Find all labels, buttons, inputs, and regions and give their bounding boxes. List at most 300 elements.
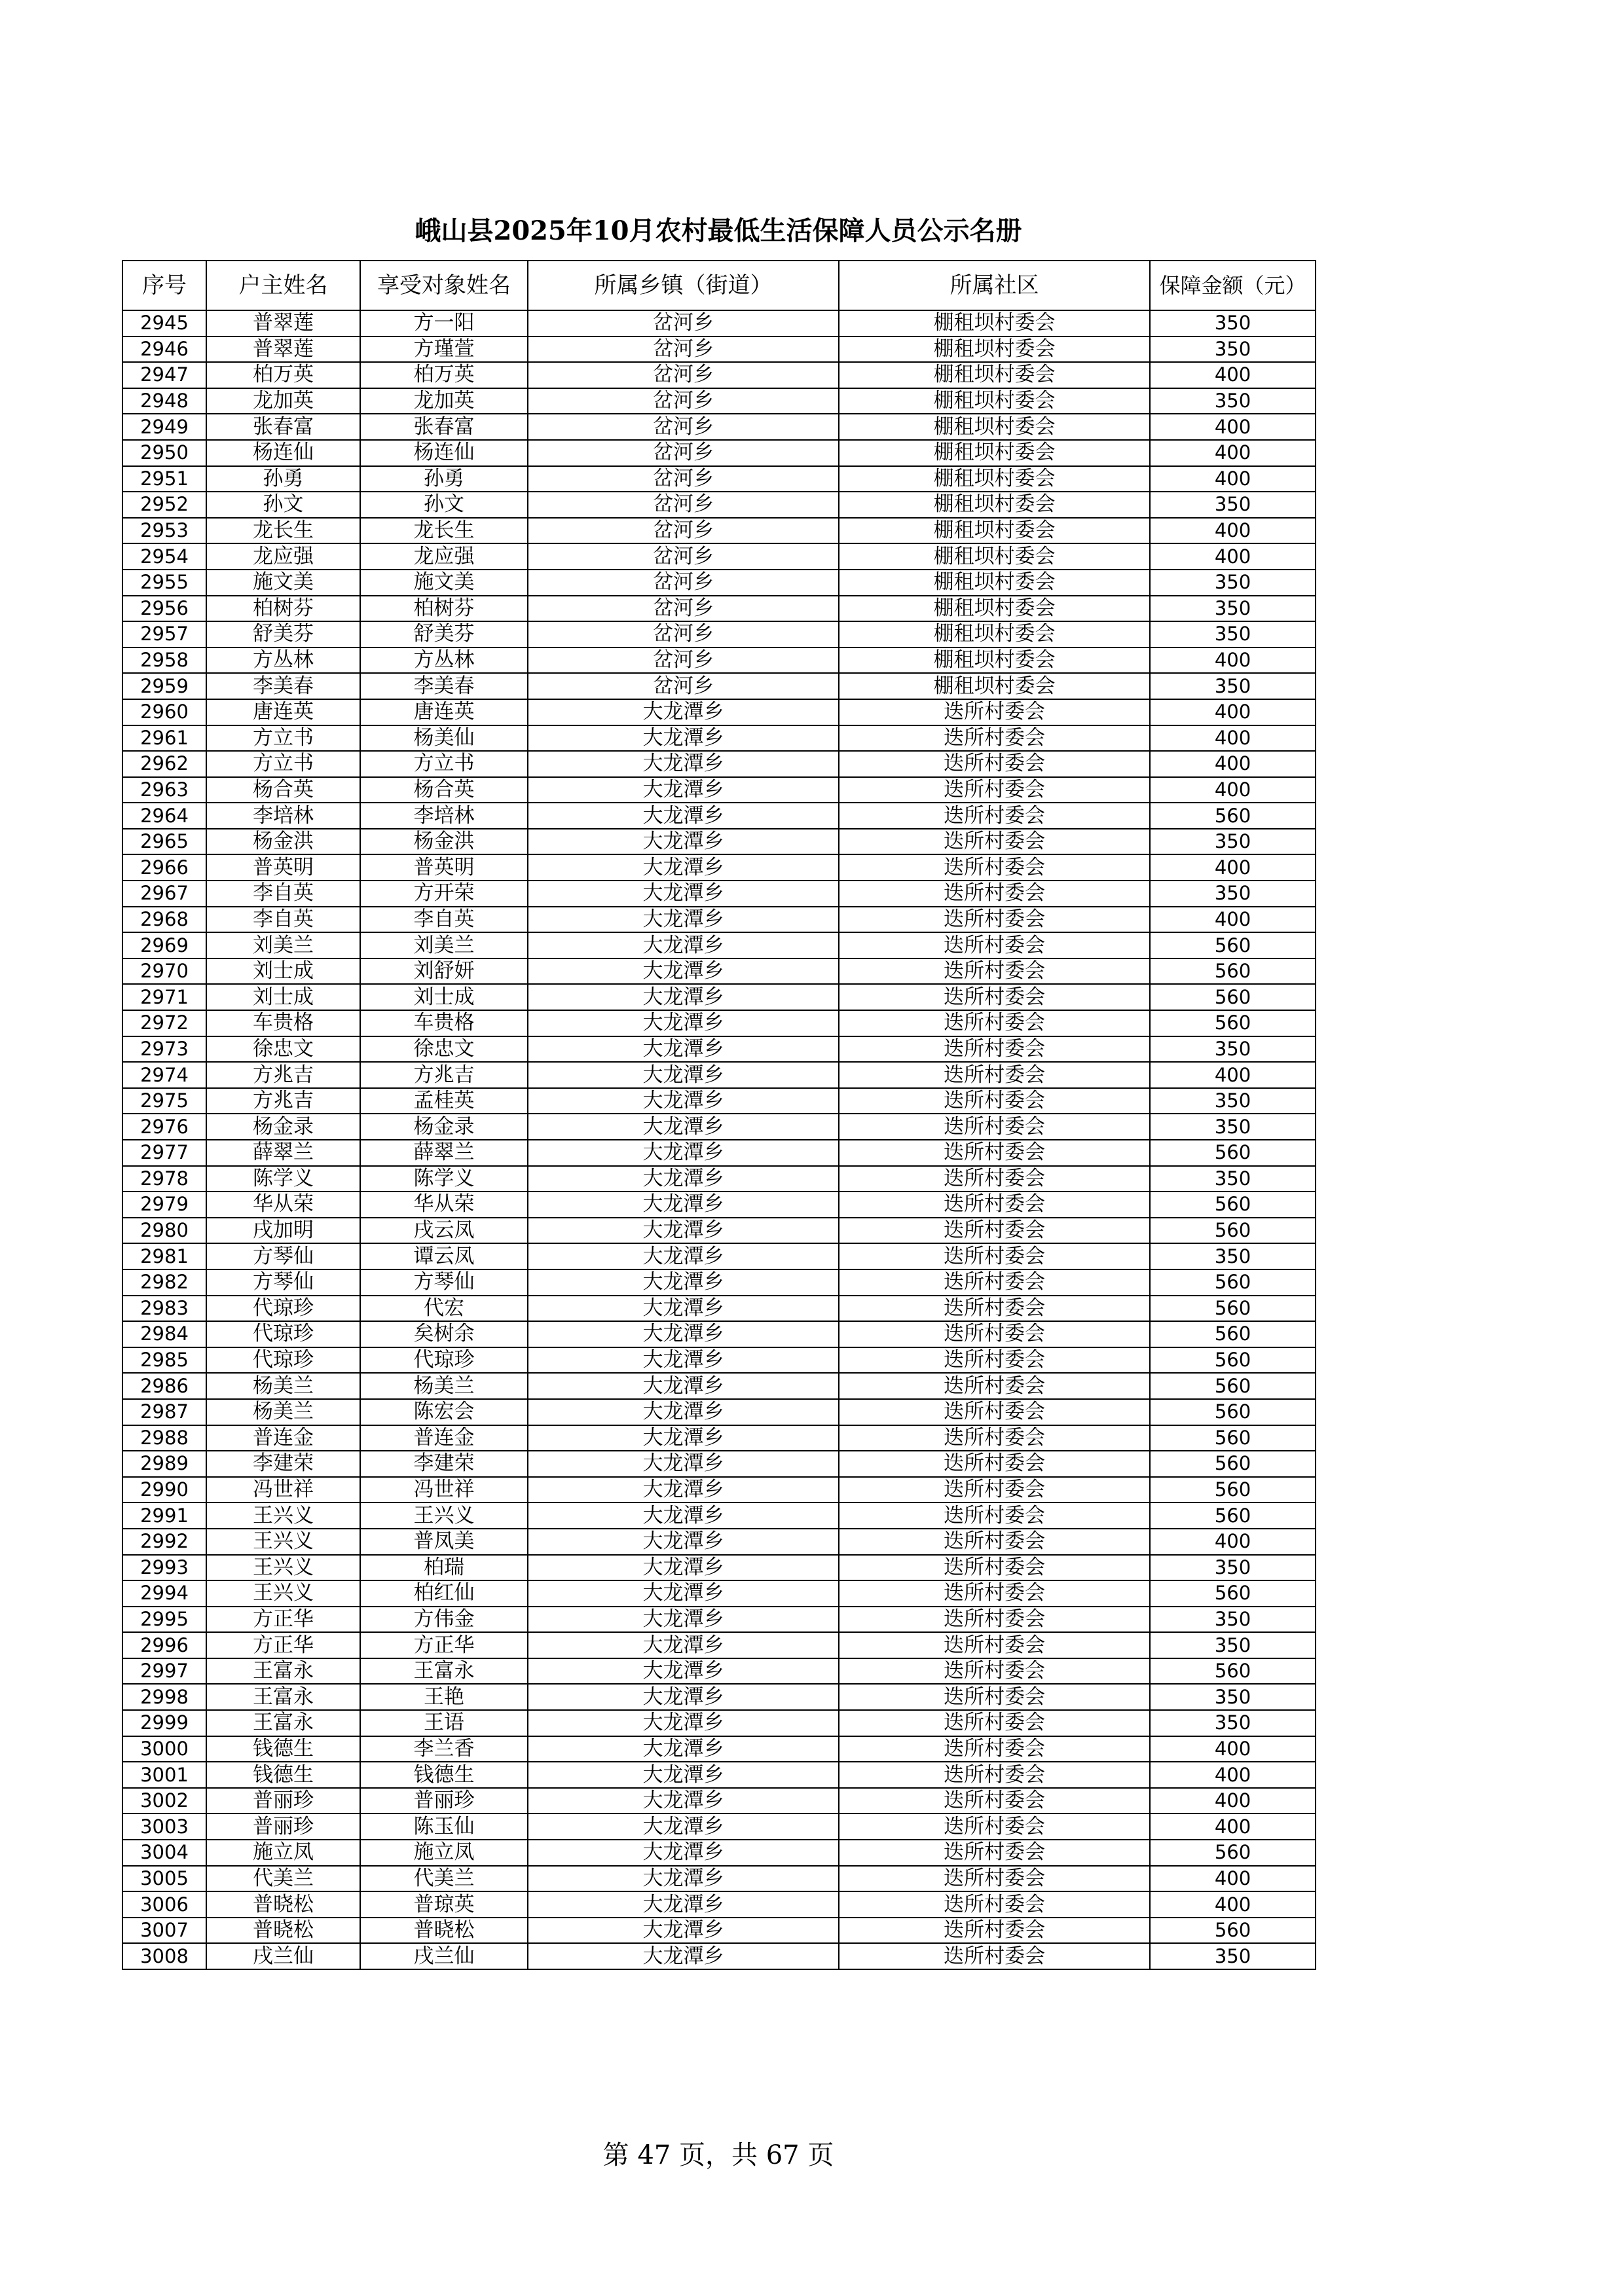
cell-seq: 2995	[122, 1607, 206, 1633]
cell-household-head: 普连金	[206, 1425, 360, 1451]
cell-beneficiary: 徐忠文	[360, 1036, 528, 1063]
cell-household-head: 刘美兰	[206, 932, 360, 958]
cell-township: 大龙潭乡	[528, 1891, 839, 1918]
cell-seq: 2948	[122, 388, 206, 414]
cell-seq: 2978	[122, 1166, 206, 1192]
cell-township: 岔河乡	[528, 570, 839, 596]
table-row	[122, 647, 1316, 674]
cell-household-head: 代琼珍	[206, 1347, 360, 1374]
table-row	[122, 1088, 1316, 1114]
cell-amount: 350	[1150, 1243, 1316, 1269]
cell-amount: 400	[1150, 414, 1316, 440]
cell-community: 迭所村委会	[839, 1866, 1150, 1892]
cell-amount: 350	[1150, 310, 1316, 337]
cell-beneficiary: 龙长生	[360, 518, 528, 544]
cell-beneficiary: 冯世祥	[360, 1477, 528, 1503]
cell-seq: 3007	[122, 1918, 206, 1944]
cell-beneficiary: 陈玉仙	[360, 1813, 528, 1840]
cell-seq: 2976	[122, 1114, 206, 1140]
cell-beneficiary: 孙勇	[360, 466, 528, 492]
cell-township: 岔河乡	[528, 414, 839, 440]
table-row	[122, 1010, 1316, 1036]
cell-amount: 400	[1150, 543, 1316, 570]
table-row	[122, 1607, 1316, 1633]
cell-seq: 2950	[122, 440, 206, 466]
table-row	[122, 1736, 1316, 1762]
cell-community: 迭所村委会	[839, 1788, 1150, 1814]
cell-beneficiary: 杨金洪	[360, 829, 528, 855]
table-row	[122, 1813, 1316, 1840]
cell-amount: 400	[1150, 725, 1316, 752]
cell-community: 迭所村委会	[839, 1010, 1150, 1036]
cell-seq: 2993	[122, 1555, 206, 1581]
cell-seq: 2982	[122, 1269, 206, 1296]
cell-beneficiary: 杨美仙	[360, 725, 528, 752]
cell-amount: 560	[1150, 1451, 1316, 1477]
table-row	[122, 1762, 1316, 1788]
cell-household-head: 钱德生	[206, 1762, 360, 1788]
cell-amount: 350	[1150, 337, 1316, 363]
header-amount: 保障金额（元）	[1150, 261, 1316, 310]
cell-township: 大龙潭乡	[528, 907, 839, 933]
cell-community: 迭所村委会	[839, 1840, 1150, 1866]
cell-community: 迭所村委会	[839, 803, 1150, 829]
cell-beneficiary: 龙应强	[360, 543, 528, 570]
cell-household-head: 徐忠文	[206, 1036, 360, 1063]
table-row	[122, 1321, 1316, 1347]
cell-household-head: 舒美芬	[206, 621, 360, 647]
cell-amount: 350	[1150, 1684, 1316, 1710]
cell-township: 岔河乡	[528, 673, 839, 699]
table-row	[122, 1684, 1316, 1710]
cell-amount: 400	[1150, 1736, 1316, 1762]
cell-township: 岔河乡	[528, 362, 839, 388]
cell-beneficiary: 车贵格	[360, 1010, 528, 1036]
cell-beneficiary: 陈学义	[360, 1166, 528, 1192]
cell-amount: 350	[1150, 596, 1316, 622]
cell-township: 大龙潭乡	[528, 932, 839, 958]
cell-community: 棚租坝村委会	[839, 673, 1150, 699]
cell-seq: 2945	[122, 310, 206, 337]
cell-seq: 3006	[122, 1891, 206, 1918]
cell-household-head: 孙勇	[206, 466, 360, 492]
cell-household-head: 方正华	[206, 1632, 360, 1658]
cell-amount: 400	[1150, 362, 1316, 388]
table-row	[122, 1166, 1316, 1192]
cell-seq: 3002	[122, 1788, 206, 1814]
table-row	[122, 1658, 1316, 1685]
cell-township: 大龙潭乡	[528, 777, 839, 803]
cell-community: 迭所村委会	[839, 1036, 1150, 1063]
table-row	[122, 1114, 1316, 1140]
cell-seq: 2957	[122, 621, 206, 647]
cell-amount: 350	[1150, 1607, 1316, 1633]
cell-township: 大龙潭乡	[528, 1010, 839, 1036]
cell-amount: 560	[1150, 1373, 1316, 1399]
cell-amount: 560	[1150, 1192, 1316, 1218]
table-row	[122, 596, 1316, 622]
cell-seq: 2956	[122, 596, 206, 622]
cell-beneficiary: 方开荣	[360, 881, 528, 907]
cell-community: 迭所村委会	[839, 1943, 1150, 1969]
cell-household-head: 柏树芬	[206, 596, 360, 622]
table-row	[122, 518, 1316, 544]
cell-amount: 350	[1150, 829, 1316, 855]
cell-household-head: 施文美	[206, 570, 360, 596]
page-title: 峨山县2025年10月农村最低生活保障人员公示名册	[415, 215, 1022, 246]
table-row	[122, 1943, 1316, 1969]
cell-household-head: 李自英	[206, 881, 360, 907]
cell-beneficiary: 方兆吉	[360, 1062, 528, 1088]
cell-beneficiary: 陈宏会	[360, 1399, 528, 1425]
cell-household-head: 李建荣	[206, 1451, 360, 1477]
cell-community: 迭所村委会	[839, 1451, 1150, 1477]
table-row	[122, 1425, 1316, 1451]
cell-household-head: 杨合英	[206, 777, 360, 803]
cell-household-head: 李培林	[206, 803, 360, 829]
cell-township: 大龙潭乡	[528, 829, 839, 855]
cell-seq: 3003	[122, 1813, 206, 1840]
cell-amount: 400	[1150, 751, 1316, 777]
table-row	[122, 1399, 1316, 1425]
cell-township: 大龙潭乡	[528, 1269, 839, 1296]
cell-amount: 560	[1150, 1321, 1316, 1347]
cell-amount: 560	[1150, 984, 1316, 1010]
cell-township: 大龙潭乡	[528, 1607, 839, 1633]
header-household-head: 户主姓名	[206, 261, 360, 310]
cell-community: 迭所村委会	[839, 1555, 1150, 1581]
cell-beneficiary: 方一阳	[360, 310, 528, 337]
cell-beneficiary: 代宏	[360, 1296, 528, 1322]
cell-seq: 2975	[122, 1088, 206, 1114]
cell-beneficiary: 代美兰	[360, 1866, 528, 1892]
cell-household-head: 方正华	[206, 1607, 360, 1633]
cell-township: 大龙潭乡	[528, 958, 839, 985]
cell-household-head: 施立凤	[206, 1840, 360, 1866]
cell-household-head: 张春富	[206, 414, 360, 440]
cell-beneficiary: 杨美兰	[360, 1373, 528, 1399]
cell-township: 大龙潭乡	[528, 1813, 839, 1840]
table-row	[122, 1218, 1316, 1244]
cell-community: 迭所村委会	[839, 1736, 1150, 1762]
cell-seq: 2958	[122, 647, 206, 674]
cell-beneficiary: 施立凤	[360, 1840, 528, 1866]
cell-beneficiary: 普晓松	[360, 1918, 528, 1944]
cell-community: 迭所村委会	[839, 1918, 1150, 1944]
cell-township: 大龙潭乡	[528, 1036, 839, 1063]
cell-seq: 2966	[122, 854, 206, 881]
cell-amount: 560	[1150, 1218, 1316, 1244]
cell-amount: 400	[1150, 1866, 1316, 1892]
cell-seq: 2968	[122, 907, 206, 933]
cell-beneficiary: 戌兰仙	[360, 1943, 528, 1969]
cell-community: 迭所村委会	[839, 1710, 1150, 1736]
cell-township: 大龙潭乡	[528, 1088, 839, 1114]
table-row	[122, 1477, 1316, 1503]
cell-township: 大龙潭乡	[528, 1918, 839, 1944]
table-row	[122, 1269, 1316, 1296]
cell-seq: 2998	[122, 1684, 206, 1710]
table-row	[122, 829, 1316, 855]
cell-community: 迭所村委会	[839, 1632, 1150, 1658]
table-row	[122, 907, 1316, 933]
cell-household-head: 戌加明	[206, 1218, 360, 1244]
table-row	[122, 1373, 1316, 1399]
cell-township: 大龙潭乡	[528, 1762, 839, 1788]
cell-seq: 2947	[122, 362, 206, 388]
cell-community: 棚租坝村委会	[839, 466, 1150, 492]
cell-amount: 400	[1150, 1788, 1316, 1814]
cell-seq: 2969	[122, 932, 206, 958]
cell-township: 岔河乡	[528, 621, 839, 647]
cell-township: 岔河乡	[528, 388, 839, 414]
cell-amount: 560	[1150, 932, 1316, 958]
cell-township: 大龙潭乡	[528, 1166, 839, 1192]
table-row	[122, 440, 1316, 466]
cell-beneficiary: 方丛林	[360, 647, 528, 674]
table-row	[122, 570, 1316, 596]
cell-amount: 560	[1150, 958, 1316, 985]
table-row	[122, 1555, 1316, 1581]
table-row	[122, 414, 1316, 440]
cell-household-head: 方兆吉	[206, 1062, 360, 1088]
cell-household-head: 方琴仙	[206, 1269, 360, 1296]
cell-township: 大龙潭乡	[528, 725, 839, 752]
cell-beneficiary: 孟桂英	[360, 1088, 528, 1114]
table-row	[122, 1062, 1316, 1088]
cell-seq: 2980	[122, 1218, 206, 1244]
cell-community: 迭所村委会	[839, 1399, 1150, 1425]
cell-seq: 2951	[122, 466, 206, 492]
cell-beneficiary: 谭云凤	[360, 1243, 528, 1269]
cell-beneficiary: 薛翠兰	[360, 1140, 528, 1166]
cell-community: 迭所村委会	[839, 907, 1150, 933]
cell-township: 岔河乡	[528, 337, 839, 363]
cell-community: 棚租坝村委会	[839, 388, 1150, 414]
cell-township: 岔河乡	[528, 647, 839, 674]
cell-household-head: 龙加英	[206, 388, 360, 414]
cell-seq: 3001	[122, 1762, 206, 1788]
table-row	[122, 803, 1316, 829]
table-row	[122, 777, 1316, 803]
cell-township: 大龙潭乡	[528, 803, 839, 829]
cell-township: 大龙潭乡	[528, 1218, 839, 1244]
table-row	[122, 751, 1316, 777]
table-row	[122, 881, 1316, 907]
cell-household-head: 车贵格	[206, 1010, 360, 1036]
cell-household-head: 王富永	[206, 1684, 360, 1710]
cell-township: 大龙潭乡	[528, 1632, 839, 1658]
cell-beneficiary: 李兰香	[360, 1736, 528, 1762]
cell-township: 大龙潭乡	[528, 1529, 839, 1555]
cell-beneficiary: 李建荣	[360, 1451, 528, 1477]
cell-community: 迭所村委会	[839, 1062, 1150, 1088]
cell-amount: 400	[1150, 466, 1316, 492]
cell-beneficiary: 方立书	[360, 751, 528, 777]
cell-community: 迭所村委会	[839, 725, 1150, 752]
cell-community: 迭所村委会	[839, 854, 1150, 881]
cell-township: 大龙潭乡	[528, 1373, 839, 1399]
cell-household-head: 刘士成	[206, 958, 360, 985]
cell-beneficiary: 普丽珍	[360, 1788, 528, 1814]
cell-township: 大龙潭乡	[528, 1710, 839, 1736]
cell-seq: 2986	[122, 1373, 206, 1399]
cell-township: 岔河乡	[528, 596, 839, 622]
cell-amount: 560	[1150, 1347, 1316, 1374]
cell-township: 岔河乡	[528, 492, 839, 518]
table-row	[122, 1840, 1316, 1866]
cell-township: 大龙潭乡	[528, 854, 839, 881]
cell-seq: 2981	[122, 1243, 206, 1269]
cell-community: 迭所村委会	[839, 958, 1150, 985]
cell-seq: 2954	[122, 543, 206, 570]
cell-amount: 400	[1150, 1813, 1316, 1840]
cell-community: 棚租坝村委会	[839, 518, 1150, 544]
cell-amount: 560	[1150, 803, 1316, 829]
cell-beneficiary: 华从荣	[360, 1192, 528, 1218]
cell-amount: 560	[1150, 1477, 1316, 1503]
cell-household-head: 杨金洪	[206, 829, 360, 855]
cell-seq: 2991	[122, 1503, 206, 1529]
cell-beneficiary: 王富永	[360, 1658, 528, 1685]
cell-household-head: 方立书	[206, 751, 360, 777]
cell-household-head: 王兴义	[206, 1580, 360, 1607]
cell-seq: 2997	[122, 1658, 206, 1685]
cell-amount: 350	[1150, 1632, 1316, 1658]
cell-amount: 350	[1150, 1943, 1316, 1969]
cell-household-head: 王兴义	[206, 1555, 360, 1581]
cell-township: 大龙潭乡	[528, 1684, 839, 1710]
table-row	[122, 1140, 1316, 1166]
cell-township: 大龙潭乡	[528, 1555, 839, 1581]
cell-seq: 2964	[122, 803, 206, 829]
cell-community: 迭所村委会	[839, 1529, 1150, 1555]
cell-seq: 2959	[122, 673, 206, 699]
cell-beneficiary: 龙加英	[360, 388, 528, 414]
cell-household-head: 代琼珍	[206, 1296, 360, 1322]
cell-community: 棚租坝村委会	[839, 440, 1150, 466]
cell-community: 棚租坝村委会	[839, 621, 1150, 647]
cell-community: 迭所村委会	[839, 1243, 1150, 1269]
cell-amount: 350	[1150, 1088, 1316, 1114]
table-row	[122, 1710, 1316, 1736]
cell-township: 大龙潭乡	[528, 1062, 839, 1088]
table-row	[122, 543, 1316, 570]
table-row	[122, 725, 1316, 752]
cell-community: 迭所村委会	[839, 1891, 1150, 1918]
table-row	[122, 1243, 1316, 1269]
table-row	[122, 388, 1316, 414]
cell-household-head: 杨金录	[206, 1114, 360, 1140]
cell-amount: 350	[1150, 570, 1316, 596]
cell-community: 迭所村委会	[839, 1321, 1150, 1347]
cell-seq: 2949	[122, 414, 206, 440]
cell-household-head: 方兆吉	[206, 1088, 360, 1114]
cell-amount: 560	[1150, 1296, 1316, 1322]
cell-household-head: 普英明	[206, 854, 360, 881]
table-body	[122, 310, 1316, 1969]
cell-community: 迭所村委会	[839, 1347, 1150, 1374]
cell-community: 迭所村委会	[839, 1269, 1150, 1296]
cell-township: 岔河乡	[528, 310, 839, 337]
cell-beneficiary: 普琼英	[360, 1891, 528, 1918]
cell-household-head: 杨连仙	[206, 440, 360, 466]
cell-beneficiary: 刘士成	[360, 984, 528, 1010]
cell-community: 棚租坝村委会	[839, 337, 1150, 363]
table-row	[122, 1296, 1316, 1322]
cell-community: 迭所村委会	[839, 1192, 1150, 1218]
cell-beneficiary: 舒美芬	[360, 621, 528, 647]
cell-beneficiary: 王语	[360, 1710, 528, 1736]
cell-household-head: 代美兰	[206, 1866, 360, 1892]
cell-amount: 350	[1150, 1114, 1316, 1140]
cell-household-head: 王兴义	[206, 1503, 360, 1529]
cell-household-head: 杨美兰	[206, 1399, 360, 1425]
cell-community: 迭所村委会	[839, 699, 1150, 725]
cell-beneficiary: 杨连仙	[360, 440, 528, 466]
table-row	[122, 1788, 1316, 1814]
cell-beneficiary: 方正华	[360, 1632, 528, 1658]
cell-household-head: 孙文	[206, 492, 360, 518]
cell-amount: 400	[1150, 647, 1316, 674]
cell-seq: 2971	[122, 984, 206, 1010]
cell-seq: 2979	[122, 1192, 206, 1218]
cell-community: 迭所村委会	[839, 1296, 1150, 1322]
table-row	[122, 1918, 1316, 1944]
cell-amount: 560	[1150, 1399, 1316, 1425]
cell-community: 迭所村委会	[839, 1684, 1150, 1710]
cell-seq: 2952	[122, 492, 206, 518]
cell-seq: 3000	[122, 1736, 206, 1762]
cell-township: 大龙潭乡	[528, 1580, 839, 1607]
cell-community: 迭所村委会	[839, 1477, 1150, 1503]
cell-household-head: 钱德生	[206, 1736, 360, 1762]
cell-seq: 2967	[122, 881, 206, 907]
cell-beneficiary: 张春富	[360, 414, 528, 440]
cell-community: 迭所村委会	[839, 1762, 1150, 1788]
cell-seq: 2985	[122, 1347, 206, 1374]
cell-amount: 560	[1150, 1503, 1316, 1529]
cell-community: 迭所村委会	[839, 1373, 1150, 1399]
table-row	[122, 1580, 1316, 1607]
cell-township: 大龙潭乡	[528, 1451, 839, 1477]
cell-community: 迭所村委会	[839, 881, 1150, 907]
cell-amount: 560	[1150, 1425, 1316, 1451]
cell-household-head: 方立书	[206, 725, 360, 752]
cell-amount: 400	[1150, 1062, 1316, 1088]
cell-seq: 3004	[122, 1840, 206, 1866]
cell-household-head: 王富永	[206, 1710, 360, 1736]
cell-household-head: 普晓松	[206, 1891, 360, 1918]
cell-household-head: 普翠莲	[206, 310, 360, 337]
cell-beneficiary: 方伟金	[360, 1607, 528, 1633]
cell-township: 大龙潭乡	[528, 1788, 839, 1814]
cell-seq: 2988	[122, 1425, 206, 1451]
cell-township: 大龙潭乡	[528, 699, 839, 725]
cell-amount: 400	[1150, 854, 1316, 881]
cell-beneficiary: 刘美兰	[360, 932, 528, 958]
cell-township: 大龙潭乡	[528, 1866, 839, 1892]
header-township: 所属乡镇（街道）	[528, 261, 839, 310]
cell-amount: 560	[1150, 1269, 1316, 1296]
cell-township: 大龙潭乡	[528, 1243, 839, 1269]
cell-beneficiary: 钱德生	[360, 1762, 528, 1788]
cell-household-head: 李美春	[206, 673, 360, 699]
cell-township: 大龙潭乡	[528, 1140, 839, 1166]
cell-amount: 400	[1150, 907, 1316, 933]
cell-township: 岔河乡	[528, 518, 839, 544]
cell-household-head: 李自英	[206, 907, 360, 933]
